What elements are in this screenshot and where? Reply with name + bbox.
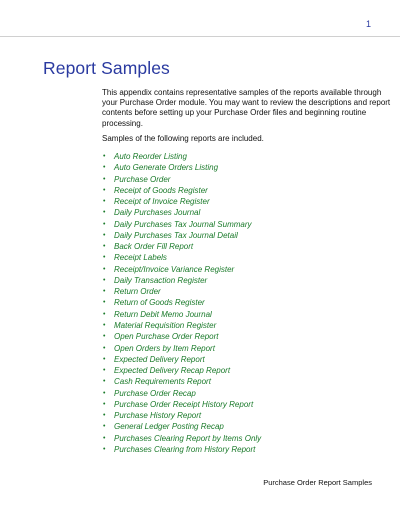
bullet-icon: • [103, 445, 106, 453]
bullet-icon: • [103, 265, 106, 273]
bullet-icon: • [103, 310, 106, 318]
report-name[interactable]: Expected Delivery Recap Report [114, 366, 231, 376]
report-name[interactable]: Receipt of Invoice Register [114, 197, 210, 207]
report-list-item[interactable] [102, 399, 261, 410]
report-list-item[interactable] [102, 264, 261, 275]
report-name[interactable]: Cash Requirements Report [114, 377, 211, 387]
report-name[interactable]: Open Purchase Order Report [114, 332, 219, 342]
bullet-icon: • [103, 299, 106, 307]
report-list-item[interactable] [102, 297, 261, 308]
report-name[interactable]: Return Order [114, 287, 161, 297]
report-list-item[interactable] [102, 151, 261, 162]
report-list-item[interactable] [102, 376, 261, 387]
bullet-icon: • [103, 321, 106, 329]
page-title: Report Samples [43, 58, 170, 78]
bullet-icon: • [103, 198, 106, 206]
report-list-item[interactable] [102, 320, 261, 331]
report-name[interactable]: Open Orders by Item Report [114, 343, 215, 353]
report-name[interactable]: Purchase Order [114, 174, 171, 184]
report-name[interactable]: Auto Generate Orders Listing [114, 163, 219, 173]
report-list-item[interactable] [102, 433, 261, 444]
report-name[interactable]: Daily Purchases Tax Journal Detail [114, 230, 238, 240]
bullet-icon: • [103, 389, 106, 397]
report-name[interactable]: Purchases Clearing Report by Items Only [114, 433, 262, 443]
report-list-item[interactable] [102, 207, 261, 218]
bullet-icon: • [103, 367, 106, 375]
report-list-item[interactable] [102, 196, 261, 207]
report-list-item[interactable] [102, 331, 261, 342]
bullet-icon: • [103, 209, 106, 217]
report-name[interactable]: Expected Delivery Report [114, 354, 205, 364]
bullet-icon: • [103, 164, 106, 172]
report-list-item[interactable] [102, 410, 261, 421]
report-name[interactable]: Back Order Fill Report [114, 242, 194, 252]
report-name[interactable]: Receipt of Goods Register [114, 185, 208, 195]
bullet-icon: • [103, 344, 106, 352]
report-name[interactable]: Purchase History Report [114, 411, 202, 421]
report-name[interactable]: Auto Reorder Listing [114, 152, 187, 161]
report-list-item[interactable] [102, 275, 261, 286]
page-number: 1 [365, 19, 371, 29]
report-list-item[interactable] [102, 219, 261, 230]
bullet-icon: • [103, 276, 106, 284]
report-name[interactable]: General Ledger Posting Recap [114, 422, 224, 432]
bullet-icon: • [103, 423, 106, 431]
page-footer: Purchase Order Report Samples [263, 478, 372, 487]
report-name[interactable]: Material Requisition Register [114, 320, 217, 330]
report-list-item[interactable] [102, 309, 261, 320]
report-list-item[interactable] [102, 354, 261, 365]
report-name[interactable]: Purchase Order Receipt History Report [114, 399, 254, 409]
report-name[interactable]: Receipt Labels [114, 253, 167, 263]
report-name[interactable]: Return of Goods Register [114, 298, 205, 308]
bullet-icon: • [103, 186, 106, 194]
report-list-item[interactable] [102, 343, 261, 354]
bullet-icon: • [103, 333, 106, 341]
bullet-icon: • [103, 153, 106, 160]
report-list-item[interactable] [102, 421, 261, 432]
report-name[interactable]: Daily Purchases Journal [114, 208, 201, 218]
bullet-icon: • [103, 400, 106, 408]
report-name[interactable]: Daily Transaction Register [114, 275, 208, 285]
bullet-icon: • [103, 434, 106, 442]
report-list-item[interactable] [102, 174, 261, 185]
bullet-icon: • [103, 220, 106, 228]
report-list-item[interactable] [102, 185, 261, 196]
bullet-icon: • [103, 288, 106, 296]
report-list-item[interactable] [102, 444, 261, 455]
report-name[interactable]: Purchases Clearing from History Report [114, 444, 256, 454]
report-name[interactable]: Purchase Order Recap [114, 388, 196, 398]
report-name[interactable]: Return Debit Memo Journal [114, 309, 212, 319]
bullet-icon: • [103, 412, 106, 420]
report-list-item[interactable] [102, 286, 261, 297]
report-list-item[interactable] [102, 241, 261, 252]
report-list-item[interactable] [102, 162, 261, 173]
intro-paragraph: This appendix contains representative samples of the reports available through your Purchase Order module. You may want to review the descriptions and report contents before setting up your Purchase Order files and beginning routine processing. [102, 88, 391, 128]
report-list-item[interactable] [102, 388, 261, 399]
report-name[interactable]: Receipt/Invoice Variance Register [114, 264, 235, 274]
report-list-item[interactable] [102, 230, 261, 241]
report-list [102, 151, 261, 455]
bullet-icon: • [103, 254, 106, 262]
bullet-icon: • [103, 378, 106, 386]
list-lead-text: Samples of the following reports are included. [102, 134, 264, 143]
header-rule [0, 36, 400, 37]
bullet-icon: • [103, 243, 106, 251]
bullet-icon: • [103, 175, 106, 183]
report-list-item[interactable] [102, 252, 261, 263]
report-list-item[interactable] [102, 365, 261, 376]
report-name[interactable]: Daily Purchases Tax Journal Summary [114, 219, 252, 229]
bullet-icon: • [103, 231, 106, 239]
bullet-icon: • [103, 355, 106, 363]
